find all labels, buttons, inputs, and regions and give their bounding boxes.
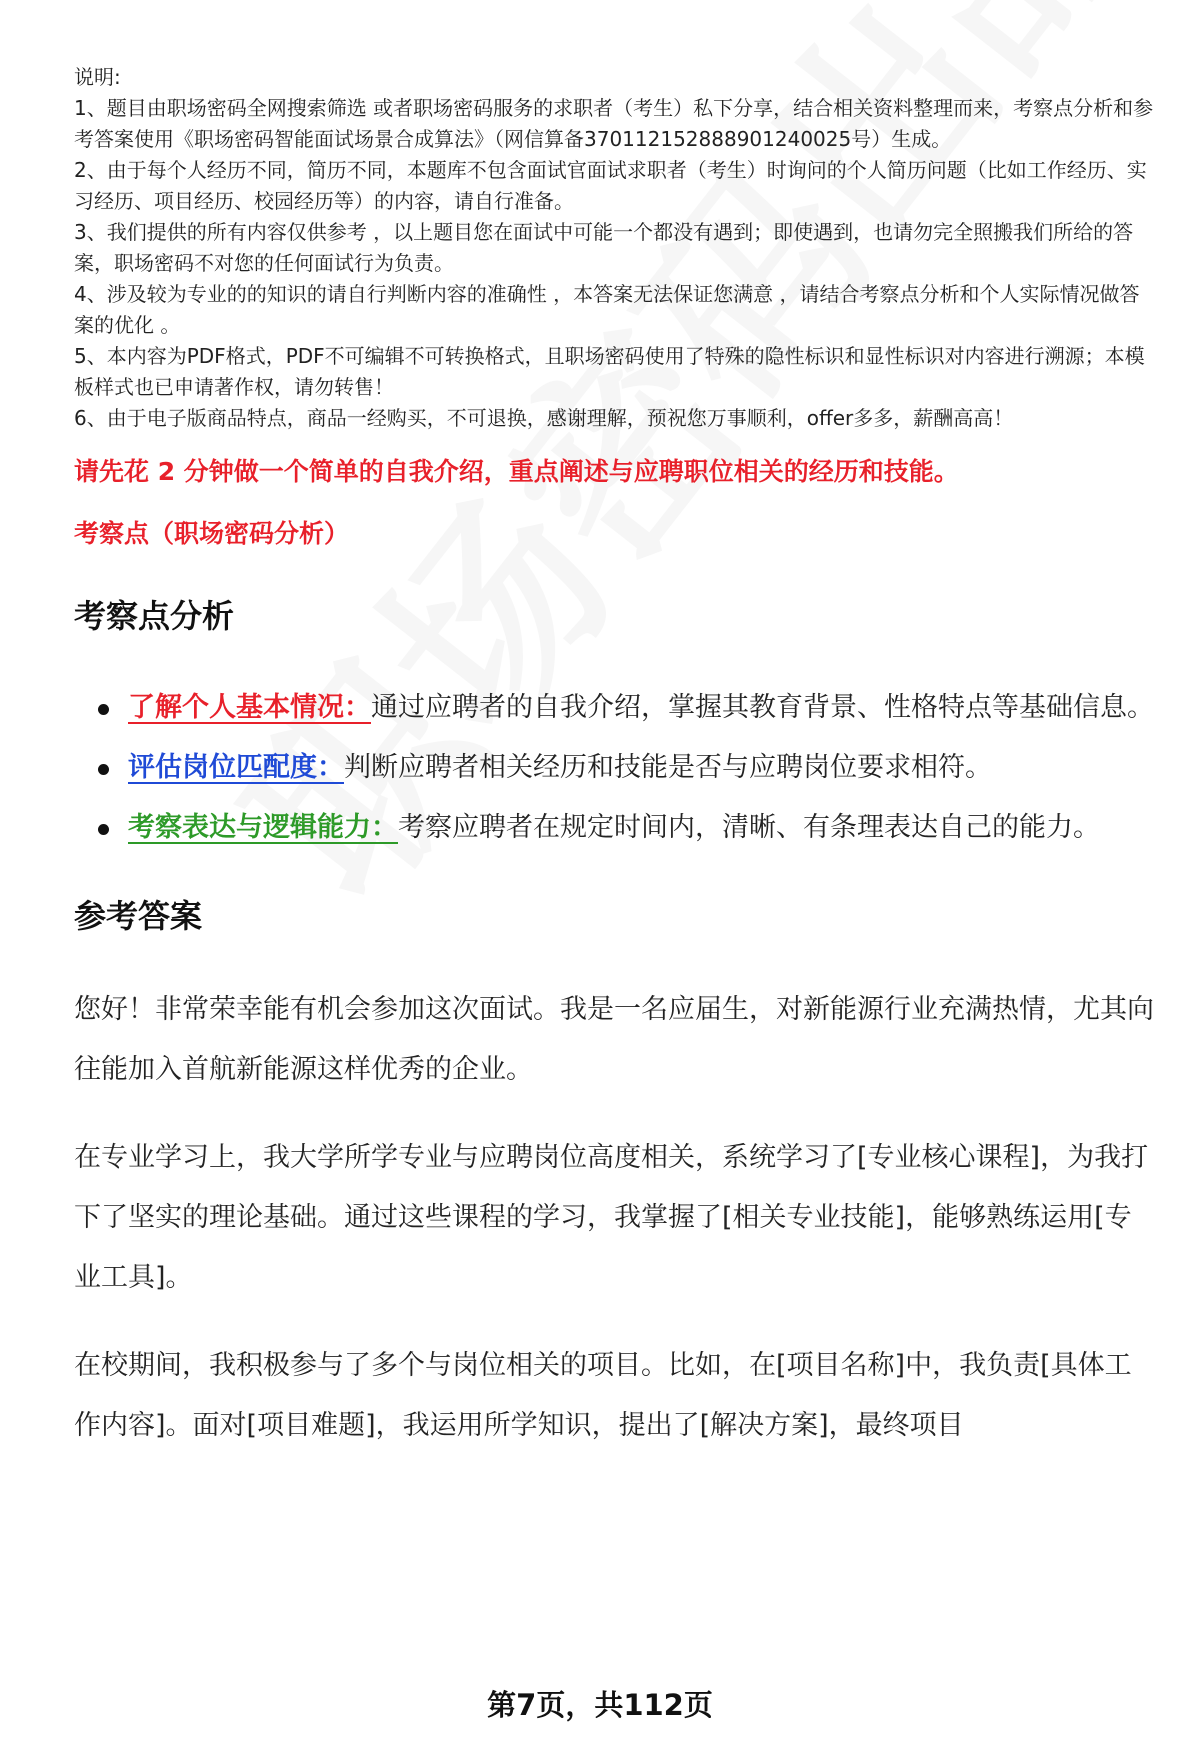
interview-question: 请先花 2 分钟做一个简单的自我介绍，重点阐述与应聘职位相关的经历和技能。 (74, 457, 959, 486)
disclaimer-notes (74, 62, 1154, 434)
analysis-points (74, 678, 1154, 858)
analysis-point (128, 738, 1154, 798)
answer-paragraph: 在专业学习上，我大学所学专业与应聘岗位高度相关，系统学习了[专业核心课程]，为我打下了坚实的理论基础。通过这些课程的学习，我掌握了[相关专业技能]，能够熟练运用[专业工具]。 (74, 1142, 1149, 1293)
notes-item: 6、由于电子版商品特点，商品一经购买，不可退换，感谢理解，预祝您万事顺利，offer多多，薪酬高高！ (74, 406, 1014, 430)
answer-paragraph: 您好！非常荣幸能有机会参加这次面试。我是一名应届生，对新能源行业充满热情，尤其向往能加入首航新能源这样优秀的企业。 (74, 994, 1154, 1085)
page-number: 第7页，共112页 (487, 1688, 713, 1722)
point-text: 通过应聘者的自我介绍，掌握其教育背景、性格特点等基础信息。 (371, 692, 1154, 723)
bullet-icon (98, 764, 109, 775)
notes-heading: 说明: (74, 65, 121, 89)
bullet-icon (98, 824, 109, 835)
answer-heading: 参考答案 (74, 897, 203, 935)
analysis-heading: 考察点分析 (74, 597, 235, 635)
point-title: 考察表达与逻辑能力： (128, 812, 398, 843)
document-page (74, 62, 1154, 1456)
point-title: 评估岗位匹配度： (128, 752, 344, 783)
analysis-point (128, 678, 1154, 738)
bullet-icon (98, 704, 109, 715)
point-text: 判断应聘者相关经历和技能是否与应聘岗位要求相符。 (344, 752, 992, 783)
point-title: 了解个人基本情况： (128, 692, 371, 723)
analysis-point (128, 798, 1154, 858)
notes-item: 2、由于每个人经历不同，简历不同，本题库不包含面试官面试求职者（考生）时询问的个人简历问题（比如工作经历、实习经历、项目经历、校园经历等）的内容，请自行准备。 (74, 158, 1147, 213)
analysis-label: 考察点（职场密码分析） (74, 519, 350, 548)
notes-item: 5、本内容为PDF格式，PDF不可编辑不可转换格式，且职场密码使用了特殊的隐性标识和显性标识对内容进行溯源；本模板样式也已申请著作权，请勿转售！ (74, 344, 1145, 399)
notes-item: 4、涉及较为专业的的知识的请自行判断内容的准确性 ，本答案无法保证您满意 ，请结合考察点分析和个人实际情况做答案的优化 。 (74, 282, 1140, 337)
point-text: 考察应聘者在规定时间内，清晰、有条理表达自己的能力。 (398, 812, 1100, 843)
notes-item: 1、题目由职场密码全网搜索筛选 或者职场密码服务的求职者（考生）私下分享，结合相关资料整理而来，考察点分析和参考答案使用《职场密码智能面试场景合成算法》（网信算备370112152888901240025号）生成。 (74, 96, 1154, 151)
notes-item: 3、我们提供的所有内容仅供参考 ，以上题目您在面试中可能一个都没有遇到；即使遇到，也请勿完全照搬我们所给的答案，职场密码不对您的任何面试行为负责。 (74, 220, 1134, 275)
answer-paragraph: 在校期间，我积极参与了多个与岗位相关的项目。比如，在[项目名称]中，我负责[具体工作内容]。面对[项目难题]，我运用所学知识，提出了[解决方案]，最终项目 (74, 1350, 1132, 1441)
